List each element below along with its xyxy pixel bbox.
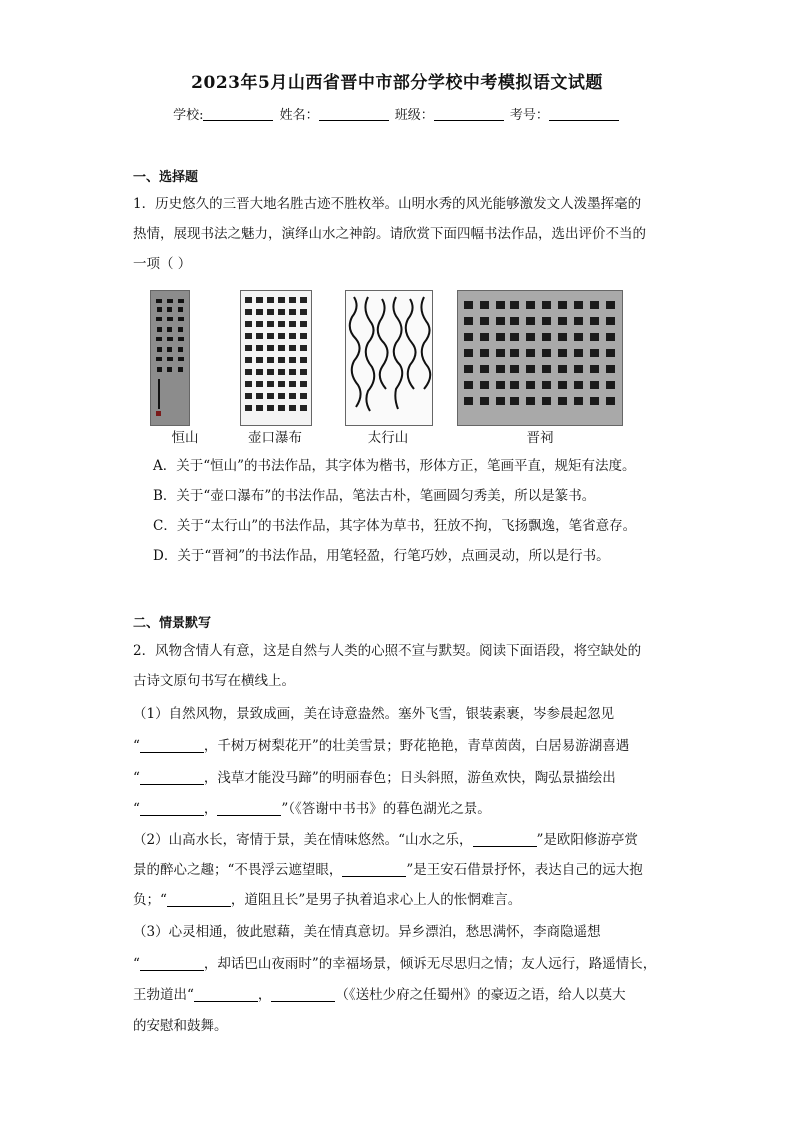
part3-line2: “ ，却话巴山夜雨时”的幸福场景，倾诉无尽思归之情；友人远行，路遥情长， [133, 956, 657, 972]
part2-line3: 负；“ ，道阻且长”是男子执着追求心上人的怅惘难言。 [133, 892, 522, 908]
school-label: 学校: [173, 108, 204, 123]
calligraphy-jinci-image [457, 290, 623, 426]
page-title: 2023年5月山西省晋中市部分学校中考模拟语文试题 [191, 73, 603, 93]
calligraphy-hukou-image [240, 290, 312, 426]
blank-5[interactable] [473, 832, 537, 847]
option-b[interactable]: B．关于“壶口瀑布”的书法作品，笔法古朴，笔画圆匀秀美，所以是篆书。 [153, 488, 596, 504]
calligraphy-hengshan-image [150, 290, 190, 426]
question1-line3: 一项（ ） [133, 256, 192, 272]
number-blank[interactable] [549, 108, 619, 121]
caption-jinci: 晋祠 [526, 430, 554, 446]
section-heading-choice: 一、选择题 [133, 170, 199, 185]
question2-intro-line2: 古诗文原句书写在横线上。 [133, 673, 295, 689]
blank-8[interactable] [140, 956, 204, 971]
name-label: 姓名： [279, 108, 319, 123]
question1-line2: 热情，展现书法之魅力，演绎山水之神韵。请欣赏下面四幅书法作品，选出评价不当的 [133, 226, 646, 242]
blank-6[interactable] [342, 862, 406, 877]
blank-4[interactable] [217, 801, 281, 816]
part2-line1: （2）山高水长，寄情于景，美在情味悠然。“山水之乐， ”是欧阳修游亭赏 [133, 832, 638, 848]
class-label: 班级： [394, 108, 434, 123]
option-d[interactable]: D．关于“晋祠”的书法作品，用笔轻盈，行笔巧妙，点画灵动，所以是行书。 [153, 548, 610, 564]
option-a[interactable]: A．关于“恒山”的书法作品，其字体为楷书，形体方正，笔画平直，规矩有法度。 [153, 458, 636, 474]
part2-line2: 景的醉心之趣；“不畏浮云遮望眼， ”是王安石借景抒怀，表达自己的远大抱 [133, 862, 643, 878]
part1-line1: （1）自然风物，景致成画，美在诗意盎然。塞外飞雪，银装素裹，岑参晨起忽见 [133, 706, 615, 722]
caption-hukou: 壶口瀑布 [248, 430, 302, 446]
question2-intro-line1: 2．风物含情人有意，这是自然与人类的心照不宣与默契。阅读下面语段，将空缺处的 [133, 643, 642, 659]
caption-hengshan: 恒山 [171, 430, 199, 446]
section-heading-dictation: 二、情景默写 [133, 616, 212, 631]
blank-10[interactable] [271, 987, 335, 1002]
blank-2[interactable] [140, 770, 204, 785]
blank-9[interactable] [194, 987, 258, 1002]
part3-line3: 王勃道出“ ， （《送杜少府之任蜀州》的豪迈之语，给人以莫大 [133, 987, 626, 1003]
part1-line2: “ ，千树万树梨花开”的壮美雪景；野花艳艳，青草茵茵，白居易游湖喜遇 [133, 738, 630, 754]
part3-line1: （3）心灵相通，彼此慰藉，美在情真意切。异乡漂泊，愁思满怀，李商隐遥想 [133, 924, 601, 940]
number-label: 考号： [509, 108, 549, 123]
name-blank[interactable] [319, 108, 389, 121]
student-info-row [0, 104, 794, 123]
part3-line4: 的安慰和鼓舞。 [133, 1018, 228, 1034]
calligraphy-taihang-image [345, 290, 433, 426]
blank-1[interactable] [140, 738, 204, 753]
blank-7[interactable] [167, 892, 231, 907]
class-blank[interactable] [434, 108, 504, 121]
blank-3[interactable] [140, 801, 204, 816]
question1-line1: 1．历史悠久的三晋大地名胜古迹不胜枚举。山明水秀的风光能够激发文人泼墨挥毫的 [133, 196, 642, 212]
part1-line3: “ ，浅草才能没马蹄”的明丽春色；日头斜照，游鱼欢快，陶弘景描绘出 [133, 770, 616, 786]
caption-taihang: 太行山 [367, 430, 409, 446]
part1-line4: “ ， ”（《答谢中书书》的暮色湖光之景。 [133, 801, 491, 817]
option-c[interactable]: C．关于“太行山”的书法作品，其字体为草书，狂放不拘，飞扬飘逸，笔省意存。 [153, 518, 637, 534]
school-blank[interactable] [203, 108, 273, 121]
